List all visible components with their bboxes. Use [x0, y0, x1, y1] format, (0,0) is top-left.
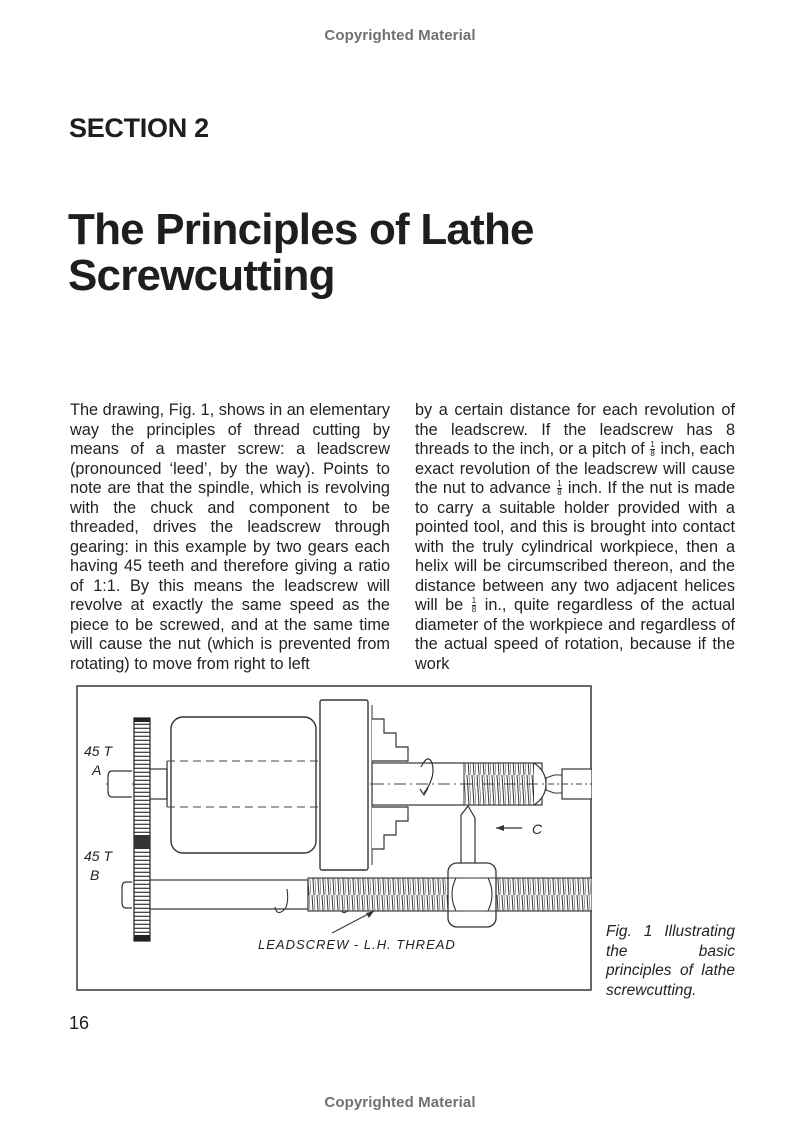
chuck-jaw-top: [372, 719, 408, 761]
body-column-left: [70, 401, 390, 674]
gear-b-label: B: [90, 867, 100, 883]
chapter-title: The Principles of Lathe Screwcutting: [68, 205, 534, 300]
body-column-right: [415, 401, 735, 674]
gear-b: [134, 838, 150, 941]
gear-b-teeth-label: 45 T: [84, 848, 113, 864]
nut: [448, 863, 496, 927]
fraction-one-eighth: $\frac{1}{8}$: [650, 440, 655, 459]
text-segment: in., quite regardless of the actual diameter of the workpiece and regardless of the actual speed of rotation, because if the work: [415, 596, 735, 673]
gear-a-teeth-label: 45 T: [84, 743, 113, 759]
gear-a-label: A: [92, 762, 102, 778]
leadscrew-label: LEADSCREW - L.H. THREAD: [258, 937, 456, 952]
text-segment: by a certain distance for each revolution of the leadscrew. If the leadscrew has 8 threads to the inch, or a pitch of: [415, 401, 735, 458]
fraction-one-eighth: $\frac{1}{8}$: [557, 479, 562, 498]
chuck-jaw-bottom: [372, 807, 408, 849]
copyright-watermark-bottom: Copyrighted Material: [324, 1094, 476, 1111]
cutting-tool: [461, 806, 475, 868]
body-paragraph-left: The drawing, Fig. 1, shows in an elementary way the principles of thread cutting by means of a master screw: a leadscrew (pronounced ‘leed’, by the way). Points to note are that the spindle, which is revolving with the chuck and component to be threaded, drives the leadscrew through gearing: in this example by two gears each having 45 teeth and therefore giving a ratio of 1:1. By this means the leadscrew will revolve at exactly the same speed as the piece to be screwed, and at the same time will cause the nut (which is prevented from rotating) to move from right to left: [70, 401, 390, 673]
leadscrew-shaft: [150, 880, 308, 909]
figure-caption: Fig. 1 Illustrating the basic principles of lathe screwcutting.: [606, 923, 735, 999]
chuck-body: [320, 700, 368, 870]
page-number: 16: [69, 1013, 90, 1033]
text-segment: inch, each exact revolution of the leadscrew will cause the nut to advance: [415, 440, 735, 497]
fraction-one-eighth: $\frac{1}{8}$: [471, 596, 477, 615]
section-label: SECTION 2: [69, 113, 209, 143]
copyright-watermark-top: Copyrighted Material: [324, 27, 476, 44]
body-paragraph-right: [415, 401, 735, 674]
gear-a: [134, 718, 150, 838]
lathe-drawing: [76, 685, 592, 991]
leadscrew-end: [122, 882, 132, 908]
headstock-body: [171, 717, 316, 853]
text-segment: inch. If the nut is made to carry a suitable holder provided with a pointed tool, and this is brought into contact with the truly cylindrical workpiece, then a helix will be circumscribed thereon, and the distance between any two adjacent helices will be: [415, 479, 735, 614]
figure-lathe-diagram: [76, 685, 592, 991]
spindle-stub: [108, 771, 132, 797]
label-c: C: [532, 821, 543, 837]
